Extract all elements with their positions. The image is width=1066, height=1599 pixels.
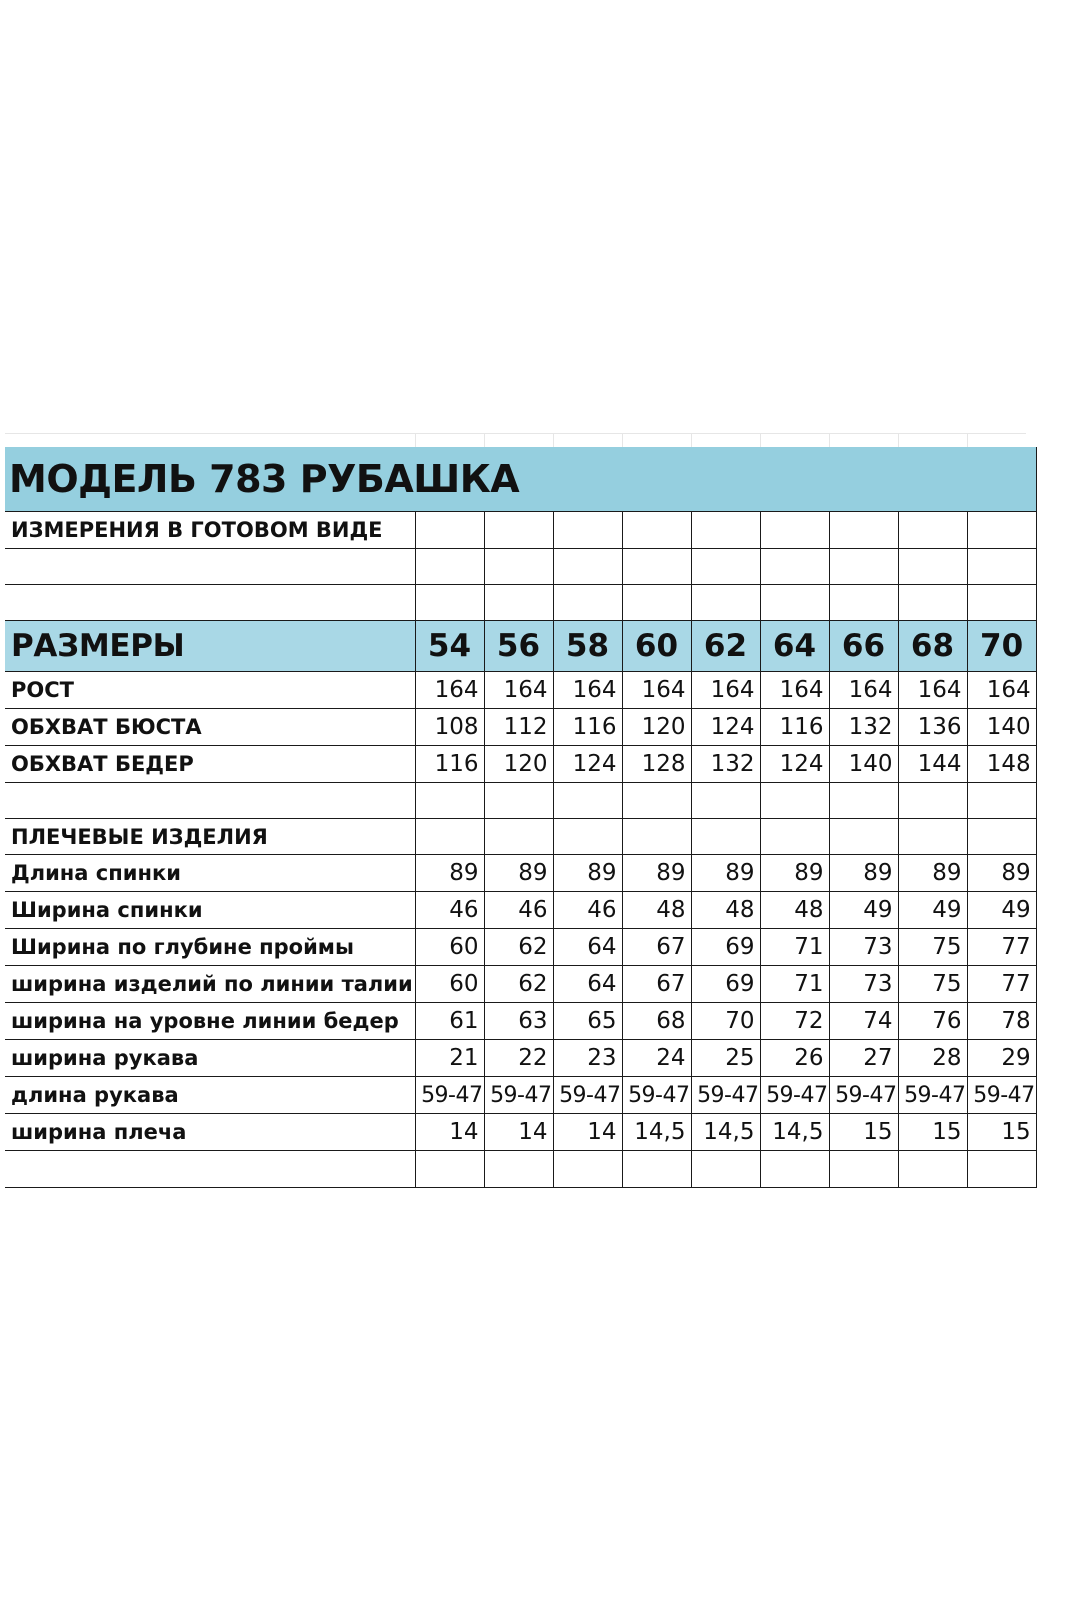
value-cell: 89 <box>484 855 553 892</box>
value-cell: 68 <box>622 1003 691 1040</box>
table-row <box>5 966 1036 1003</box>
empty-cell <box>5 1151 415 1188</box>
value-cell: 63 <box>484 1003 553 1040</box>
value-cell: 59-47 <box>691 1077 760 1114</box>
empty-cell <box>415 512 484 549</box>
value-cell: 132 <box>829 709 898 746</box>
empty-cell <box>829 585 898 621</box>
value-cell: 164 <box>898 672 967 709</box>
size-header-cell: 58 <box>553 621 622 672</box>
value-cell: 48 <box>622 892 691 929</box>
value-cell: 14 <box>553 1114 622 1151</box>
empty-cell <box>484 549 553 585</box>
value-cell: 144 <box>898 746 967 783</box>
empty-cell <box>829 783 898 819</box>
value-cell: 77 <box>967 929 1036 966</box>
value-cell: 124 <box>760 746 829 783</box>
empty-cell <box>829 819 898 855</box>
empty-cell <box>691 819 760 855</box>
empty-cell <box>898 585 967 621</box>
value-cell: 120 <box>484 746 553 783</box>
empty-cell <box>898 819 967 855</box>
value-cell: 148 <box>967 746 1036 783</box>
value-cell: 164 <box>691 672 760 709</box>
empty-cell <box>829 549 898 585</box>
value-cell: 89 <box>553 855 622 892</box>
value-cell: 70 <box>691 1003 760 1040</box>
cut-off-row <box>5 1151 1036 1188</box>
value-cell: 128 <box>622 746 691 783</box>
value-cell: 124 <box>553 746 622 783</box>
size-header-cell: 68 <box>898 621 967 672</box>
value-cell: 140 <box>829 746 898 783</box>
empty-cell <box>415 1151 484 1188</box>
table-row <box>5 746 1036 783</box>
value-cell: 59-47 <box>898 1077 967 1114</box>
empty-cell <box>415 585 484 621</box>
size-header-cell: 64 <box>760 621 829 672</box>
value-cell: 28 <box>898 1040 967 1077</box>
empty-cell <box>691 585 760 621</box>
value-cell: 120 <box>622 709 691 746</box>
value-cell: 48 <box>691 892 760 929</box>
empty-cell <box>691 1151 760 1188</box>
value-cell: 59-47 <box>622 1077 691 1114</box>
table-row <box>5 672 1036 709</box>
value-cell: 89 <box>622 855 691 892</box>
table-row <box>5 855 1036 892</box>
empty-cell <box>760 1151 829 1188</box>
value-cell: 74 <box>829 1003 898 1040</box>
value-cell: 75 <box>898 929 967 966</box>
empty-cell <box>622 819 691 855</box>
value-cell: 64 <box>553 929 622 966</box>
empty-cell <box>553 783 622 819</box>
empty-cell <box>760 512 829 549</box>
size-header-cell: 70 <box>967 621 1036 672</box>
value-cell: 164 <box>829 672 898 709</box>
size-header-cell: 66 <box>829 621 898 672</box>
row-label: ширина рукава <box>5 1040 415 1077</box>
empty-cell <box>415 549 484 585</box>
empty-cell <box>484 819 553 855</box>
empty-cell <box>415 819 484 855</box>
value-cell: 116 <box>553 709 622 746</box>
empty-row <box>5 549 1036 585</box>
empty-cell <box>760 585 829 621</box>
value-cell: 46 <box>553 892 622 929</box>
empty-cell <box>967 819 1036 855</box>
value-cell: 112 <box>484 709 553 746</box>
section-label: ПЛЕЧЕВЫЕ ИЗДЕЛИЯ <box>5 819 415 855</box>
empty-cell <box>484 1151 553 1188</box>
value-cell: 59-47 <box>553 1077 622 1114</box>
value-cell: 89 <box>898 855 967 892</box>
table-row <box>5 892 1036 929</box>
empty-cell <box>967 549 1036 585</box>
value-cell: 89 <box>760 855 829 892</box>
value-cell: 69 <box>691 966 760 1003</box>
row-label: ширина плеча <box>5 1114 415 1151</box>
value-cell: 24 <box>622 1040 691 1077</box>
empty-row <box>5 585 1036 621</box>
value-cell: 49 <box>829 892 898 929</box>
value-cell: 73 <box>829 929 898 966</box>
empty-cell <box>484 585 553 621</box>
value-cell: 136 <box>898 709 967 746</box>
empty-row <box>5 783 1036 819</box>
value-cell: 60 <box>415 929 484 966</box>
value-cell: 67 <box>622 929 691 966</box>
value-cell: 64 <box>553 966 622 1003</box>
size-header-cell: 62 <box>691 621 760 672</box>
row-label: ширина на уровне линии бедер <box>5 1003 415 1040</box>
section-row <box>5 819 1036 855</box>
value-cell: 65 <box>553 1003 622 1040</box>
empty-cell <box>898 1151 967 1188</box>
value-cell: 14 <box>415 1114 484 1151</box>
empty-cell <box>484 512 553 549</box>
value-cell: 140 <box>967 709 1036 746</box>
value-cell: 22 <box>484 1040 553 1077</box>
value-cell: 15 <box>967 1114 1036 1151</box>
empty-cell <box>553 1151 622 1188</box>
value-cell: 71 <box>760 966 829 1003</box>
empty-cell <box>691 512 760 549</box>
sizes-header-row <box>5 621 1036 672</box>
value-cell: 89 <box>967 855 1036 892</box>
table-subtitle: ИЗМЕРЕНИЯ В ГОТОВОМ ВИДЕ <box>5 512 415 549</box>
value-cell: 164 <box>484 672 553 709</box>
empty-cell <box>898 783 967 819</box>
empty-cell <box>691 783 760 819</box>
empty-cell <box>553 549 622 585</box>
value-cell: 48 <box>760 892 829 929</box>
empty-cell <box>829 1151 898 1188</box>
empty-cell <box>967 783 1036 819</box>
value-cell: 75 <box>898 966 967 1003</box>
value-cell: 71 <box>760 929 829 966</box>
value-cell: 76 <box>898 1003 967 1040</box>
value-cell: 27 <box>829 1040 898 1077</box>
value-cell: 21 <box>415 1040 484 1077</box>
value-cell: 116 <box>415 746 484 783</box>
value-cell: 29 <box>967 1040 1036 1077</box>
row-label: длина рукава <box>5 1077 415 1114</box>
value-cell: 59-47 <box>829 1077 898 1114</box>
value-cell: 164 <box>622 672 691 709</box>
table-row <box>5 1077 1036 1114</box>
value-cell: 89 <box>829 855 898 892</box>
value-cell: 62 <box>484 966 553 1003</box>
value-cell: 14,5 <box>691 1114 760 1151</box>
empty-cell <box>553 819 622 855</box>
value-cell: 49 <box>967 892 1036 929</box>
subtitle-row <box>5 512 1036 549</box>
size-header-cell: 56 <box>484 621 553 672</box>
table-row <box>5 1114 1036 1151</box>
empty-cell <box>967 585 1036 621</box>
value-cell: 69 <box>691 929 760 966</box>
value-cell: 164 <box>760 672 829 709</box>
empty-cell <box>967 512 1036 549</box>
row-label: ОБХВАТ БЮСТА <box>5 709 415 746</box>
value-cell: 124 <box>691 709 760 746</box>
value-cell: 15 <box>829 1114 898 1151</box>
value-cell: 164 <box>553 672 622 709</box>
sizes-label: РАЗМЕРЫ <box>5 621 415 672</box>
value-cell: 62 <box>484 929 553 966</box>
empty-cell <box>415 783 484 819</box>
value-cell: 23 <box>553 1040 622 1077</box>
empty-cell <box>553 585 622 621</box>
empty-cell <box>553 512 622 549</box>
value-cell: 89 <box>691 855 760 892</box>
value-cell: 14 <box>484 1114 553 1151</box>
value-cell: 59-47 <box>484 1077 553 1114</box>
empty-cell <box>622 1151 691 1188</box>
value-cell: 46 <box>484 892 553 929</box>
empty-cell <box>691 549 760 585</box>
value-cell: 67 <box>622 966 691 1003</box>
row-label: Длина спинки <box>5 855 415 892</box>
value-cell: 72 <box>760 1003 829 1040</box>
value-cell: 78 <box>967 1003 1036 1040</box>
value-cell: 25 <box>691 1040 760 1077</box>
value-cell: 26 <box>760 1040 829 1077</box>
value-cell: 108 <box>415 709 484 746</box>
value-cell: 14,5 <box>760 1114 829 1151</box>
empty-cell <box>829 512 898 549</box>
spreadsheet-gridlines <box>5 433 1026 448</box>
value-cell: 59-47 <box>760 1077 829 1114</box>
value-cell: 89 <box>415 855 484 892</box>
row-label: Ширина по глубине проймы <box>5 929 415 966</box>
empty-cell <box>622 585 691 621</box>
table-row <box>5 709 1036 746</box>
value-cell: 164 <box>967 672 1036 709</box>
table-title: МОДЕЛЬ 783 РУБАШКА <box>5 447 1036 512</box>
value-cell: 132 <box>691 746 760 783</box>
row-label: ОБХВАТ БЕДЕР <box>5 746 415 783</box>
row-label: Ширина спинки <box>5 892 415 929</box>
row-label: ширина изделий по линии талии <box>5 966 415 1003</box>
table-row <box>5 929 1036 966</box>
empty-cell <box>5 783 415 819</box>
size-chart-sheet <box>5 433 1035 1166</box>
value-cell: 46 <box>415 892 484 929</box>
value-cell: 59-47 <box>967 1077 1036 1114</box>
value-cell: 49 <box>898 892 967 929</box>
empty-cell <box>967 1151 1036 1188</box>
empty-cell <box>622 549 691 585</box>
value-cell: 164 <box>415 672 484 709</box>
table-row <box>5 1003 1036 1040</box>
row-label: РОСТ <box>5 672 415 709</box>
empty-cell <box>622 783 691 819</box>
value-cell: 59-47 <box>415 1077 484 1114</box>
empty-cell <box>760 783 829 819</box>
table-row <box>5 1040 1036 1077</box>
value-cell: 60 <box>415 966 484 1003</box>
size-header-cell: 54 <box>415 621 484 672</box>
value-cell: 14,5 <box>622 1114 691 1151</box>
value-cell: 116 <box>760 709 829 746</box>
size-chart-table <box>5 447 1037 1188</box>
value-cell: 77 <box>967 966 1036 1003</box>
empty-cell <box>484 783 553 819</box>
empty-cell <box>760 819 829 855</box>
empty-cell <box>622 512 691 549</box>
empty-cell <box>760 549 829 585</box>
value-cell: 61 <box>415 1003 484 1040</box>
value-cell: 73 <box>829 966 898 1003</box>
size-header-cell: 60 <box>622 621 691 672</box>
title-row <box>5 447 1036 512</box>
empty-cell <box>898 512 967 549</box>
value-cell: 15 <box>898 1114 967 1151</box>
empty-cell <box>898 549 967 585</box>
